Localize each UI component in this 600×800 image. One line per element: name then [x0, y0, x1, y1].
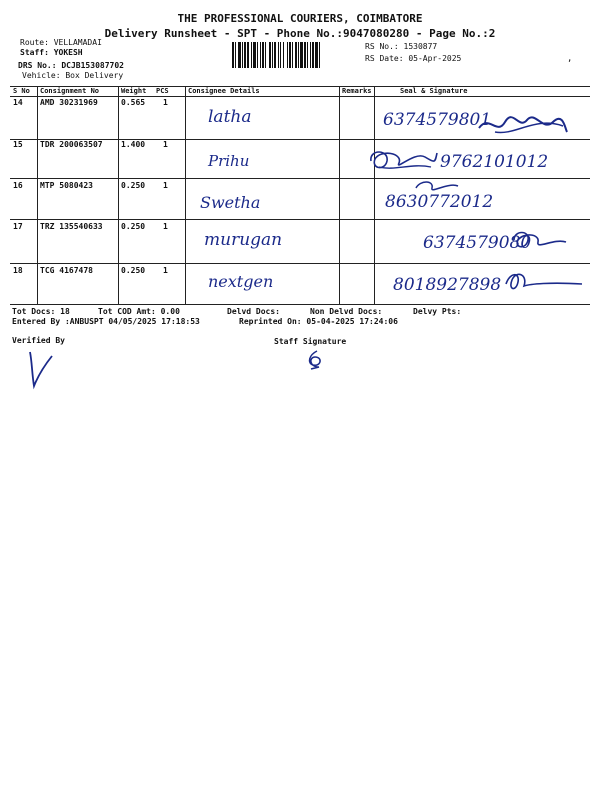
document-subtitle: Delivery Runsheet - SPT - Phone No.:9047080280 - Page No.:2 [104, 27, 496, 40]
row-consignment: TDR 200063507 [40, 140, 103, 149]
row-sno: 17 [13, 222, 23, 231]
vehicle-label: Vehicle: Box Delivery [22, 71, 124, 80]
row-pcs: 1 [163, 98, 168, 107]
signature-scribble [510, 228, 570, 252]
dot-mark: , [567, 54, 573, 64]
row-consignment: MTP 5080423 [40, 181, 93, 190]
delivery-points: Delvy Pts: [413, 307, 462, 316]
staff-label: Staff: YOKESH [20, 48, 83, 57]
row-consignment: AMD 30231969 [40, 98, 98, 107]
drs-number: DRS No.: DCJB153087702 [18, 61, 124, 70]
row-weight: 0.250 [121, 266, 146, 275]
entered-by: Entered By :ANBUSPT 04/05/2025 17:18:53 [12, 317, 200, 326]
col-header-consignment: Consignment No [40, 87, 100, 95]
delivered-docs: Delvd Docs: [227, 307, 280, 316]
handwritten-consignee: murugan [204, 230, 283, 250]
col-header-remarks: Remarks [342, 87, 372, 95]
staff-signature-label: Staff Signature [274, 337, 347, 346]
row-weight: 0.250 [121, 222, 146, 231]
barcode-image [232, 42, 350, 68]
route-label: Route: VELLAMADAI [20, 38, 102, 47]
total-cod-amount: Tot COD Amt: 0.00 [98, 307, 180, 316]
non-delivered-docs: Non Delvd Docs: [310, 307, 383, 316]
verified-by-label: Verified By [12, 336, 65, 345]
row-pcs: 1 [163, 140, 168, 149]
rs-date: RS Date: 05-Apr-2025 [365, 54, 462, 63]
total-docs: Tot Docs: 18 [12, 307, 70, 316]
row-sno: 15 [13, 140, 23, 149]
row-weight: 1.400 [121, 140, 146, 149]
row-sno: 18 [13, 266, 23, 275]
verifier-signature [26, 348, 56, 390]
row-consignment: TCG 4167478 [40, 266, 93, 275]
handwritten-consignee: Swetha [200, 193, 261, 212]
handwritten-consignee: latha [208, 107, 252, 127]
col-header-pcs: PCS [156, 87, 169, 95]
col-header-sno: S No [13, 87, 30, 95]
signature-scribble [500, 268, 585, 296]
row-pcs: 1 [163, 266, 168, 275]
row-sno: 14 [13, 98, 23, 107]
handwritten-phone: 8018927898 [393, 275, 502, 295]
row-weight: 0.250 [121, 181, 146, 190]
handwritten-phone: 6374579801 [383, 110, 492, 130]
row-weight: 0.565 [121, 98, 146, 107]
handwritten-consignee: Prihu [208, 152, 250, 170]
row-sno: 16 [13, 181, 23, 190]
handwritten-phone: 9762101012 [440, 152, 549, 172]
signature-scribble [475, 110, 570, 140]
document-title: THE PROFESSIONAL COURIERS, COIMBATORE [177, 12, 423, 25]
col-header-consignee: Consignee Details [188, 87, 260, 95]
row-pcs: 1 [163, 181, 168, 190]
col-header-seal: Seal & Signature [400, 87, 468, 95]
row-pcs: 1 [163, 222, 168, 231]
handwritten-phone: 6374579080 [423, 233, 532, 253]
rs-number: RS No.: 1530877 [365, 42, 438, 51]
signature-scribble [365, 145, 440, 175]
reprinted-on: Reprinted On: 05-04-2025 17:24:06 [239, 317, 398, 326]
col-header-weight: Weight [121, 87, 147, 95]
staff-signature-mark [303, 349, 329, 371]
handwritten-consignee: nextgen [208, 272, 274, 291]
row-consignment: TRZ 135540633 [40, 222, 103, 231]
handwritten-phone: 8630772012 [385, 192, 494, 212]
